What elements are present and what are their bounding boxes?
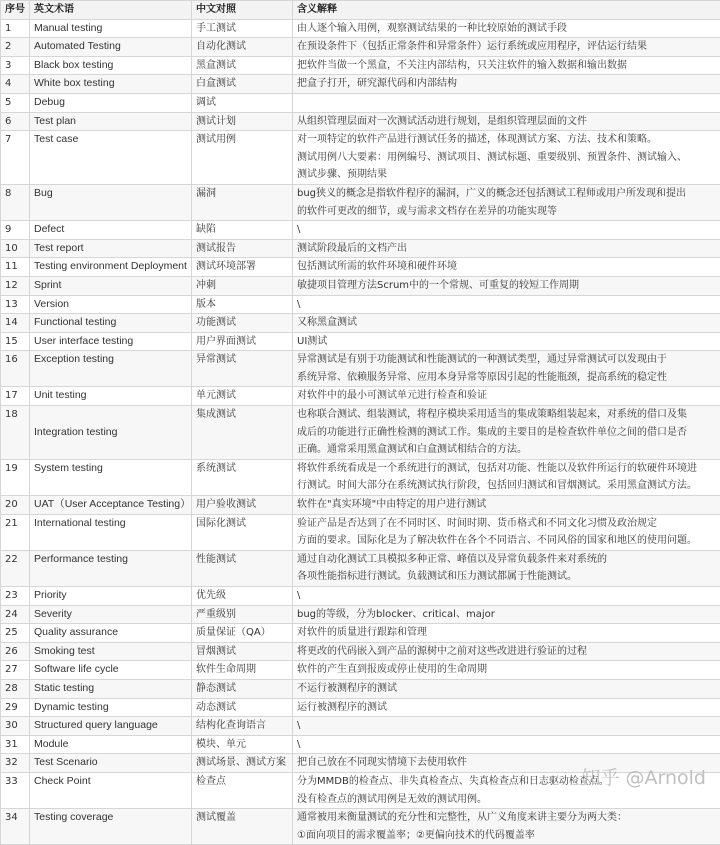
row-number: 24: [1, 605, 30, 624]
table-row: [1, 221, 720, 240]
row-number: 18: [1, 406, 30, 460]
english-term: Module: [30, 735, 192, 754]
table-row: [1, 661, 720, 680]
meaning-cell: [293, 809, 720, 845]
table-row: [1, 459, 720, 495]
meaning-line: 通过自动化测试工具模拟多种正常、峰值以及异常负载条件来对系统的: [297, 551, 716, 569]
row-number: 12: [1, 276, 30, 295]
row-number: 23: [1, 587, 30, 606]
row-number: 22: [1, 550, 30, 586]
chinese-term: 集成测试: [192, 406, 293, 460]
meaning-line: [297, 94, 716, 112]
row-number: 19: [1, 459, 30, 495]
meaning-cell: [293, 75, 720, 94]
row-number: 2: [1, 38, 30, 57]
chinese-term: 自动化测试: [192, 38, 293, 57]
english-term: White box testing: [30, 75, 192, 94]
table-row: [1, 332, 720, 351]
meaning-line: 对一项特定的软件产品进行测试任务的描述，体现测试方案、方法、技术和策略。: [297, 131, 716, 149]
meaning-cell: [293, 496, 720, 515]
meaning-line: 包括测试所需的软件环境和硬件环境: [297, 258, 716, 276]
table-row: [1, 735, 720, 754]
meaning-line: \: [297, 587, 716, 605]
meaning-line: 又称黑盒测试: [297, 314, 716, 332]
table-row: [1, 295, 720, 314]
row-number: 4: [1, 75, 30, 94]
meaning-cell: [293, 587, 720, 606]
meaning-line: 测试步骤、预期结果: [297, 166, 716, 184]
row-number: 32: [1, 754, 30, 773]
meaning-line: 没有检查点的测试用例是无效的测试用例。: [297, 791, 716, 809]
table-row: [1, 514, 720, 550]
chinese-term: 白盒测试: [192, 75, 293, 94]
meaning-cell: [293, 258, 720, 277]
table-row: [1, 679, 720, 698]
header-english-term: 英文术语: [30, 1, 192, 20]
english-term: Unit testing: [30, 387, 192, 406]
meaning-cell: [293, 314, 720, 333]
table-row: [1, 809, 720, 845]
meaning-line: 正确。通常采用黑盒测试和白盒测试相结合的方法。: [297, 441, 716, 459]
english-term: Static testing: [30, 679, 192, 698]
meaning-line: 软件的产生直到报废或停止使用的生命周期: [297, 661, 716, 679]
meaning-line: ①面向项目的需求覆盖率；②更偏向技术的代码覆盖率: [297, 827, 716, 845]
meaning-line: 运行被测程序的测试: [297, 699, 716, 717]
meaning-line: 行测试。时间大部分在系统测试执行阶段，包括回归测试和冒烟测试。采用黑盒测试方法。: [297, 477, 716, 495]
meaning-line: 从组织管理层面对一次测试活动进行规划，是组织管理层面的文件: [297, 113, 716, 131]
meaning-line: 测试用例八大要素：用例编号、测试项目、测试标题、重要级别、预置条件、测试输入、: [297, 149, 716, 167]
meaning-cell: [293, 332, 720, 351]
english-term: Dynamic testing: [30, 698, 192, 717]
header-number: 序号: [1, 1, 30, 20]
row-number: 26: [1, 642, 30, 661]
chinese-term: 测试场景、测试方案: [192, 754, 293, 773]
meaning-cell: [293, 459, 720, 495]
row-number: 28: [1, 679, 30, 698]
table-row: [1, 387, 720, 406]
chinese-term: 缺陷: [192, 221, 293, 240]
chinese-term: 功能测试: [192, 314, 293, 333]
meaning-cell: [293, 131, 720, 185]
table-row: [1, 56, 720, 75]
english-term: Test report: [30, 239, 192, 258]
table-row: [1, 772, 720, 808]
meaning-line: 不运行被测程序的测试: [297, 680, 716, 698]
row-number: 6: [1, 112, 30, 131]
meaning-line: 软件在"真实环境"中由特定的用户进行测试: [297, 496, 716, 514]
english-term: Check Point: [30, 772, 192, 808]
chinese-term: 测试报告: [192, 239, 293, 258]
row-number: 30: [1, 717, 30, 736]
english-term: Integration testing: [30, 406, 192, 460]
english-term: Test Scenario: [30, 754, 192, 773]
meaning-cell: [293, 112, 720, 131]
meaning-line: 对软件中的最小可测试单元进行检查和验证: [297, 387, 716, 405]
english-term: Priority: [30, 587, 192, 606]
meaning-line: 测试阶段最后的文档产出: [297, 240, 716, 258]
meaning-line: 成后的功能进行正确性检测的测试工作。集成的主要目的是检查软件单位之间的借口是否: [297, 424, 716, 442]
chinese-term: 检查点: [192, 772, 293, 808]
row-number: 1: [1, 19, 30, 38]
meaning-line: 将软件系统看成是一个系统进行的测试，包括对功能、性能以及软件所运行的软硬件环境进: [297, 460, 716, 478]
row-number: 7: [1, 131, 30, 185]
row-number: 31: [1, 735, 30, 754]
table-body: [1, 19, 720, 845]
table-row: [1, 276, 720, 295]
table-row: [1, 131, 720, 185]
meaning-cell: [293, 754, 720, 773]
meaning-cell: [293, 184, 720, 220]
chinese-term: 冒烟测试: [192, 642, 293, 661]
chinese-term: 测试环境部署: [192, 258, 293, 277]
meaning-cell: [293, 514, 720, 550]
meaning-line: \: [297, 717, 716, 735]
meaning-cell: [293, 295, 720, 314]
meaning-cell: [293, 19, 720, 38]
meaning-cell: [293, 661, 720, 680]
table-row: [1, 38, 720, 57]
meaning-line: bug狭义的概念是指软件程序的漏洞，广义的概念还包括测试工程师或用户所发现和提出: [297, 185, 716, 203]
meaning-line: 各项性能指标进行测试。负载测试和压力测试都属于性能测试。: [297, 568, 716, 586]
table-row: [1, 406, 720, 460]
row-number: 21: [1, 514, 30, 550]
meaning-line: \: [297, 221, 716, 239]
chinese-term: 测试覆盖: [192, 809, 293, 845]
chinese-term: 模块、单元: [192, 735, 293, 754]
table-row: [1, 624, 720, 643]
chinese-term: 手工测试: [192, 19, 293, 38]
row-number: 27: [1, 661, 30, 680]
chinese-term: 动态测试: [192, 698, 293, 717]
table-row: [1, 587, 720, 606]
chinese-term: 异常测试: [192, 351, 293, 387]
english-term: Functional testing: [30, 314, 192, 333]
chinese-term: 单元测试: [192, 387, 293, 406]
chinese-term: 结构化查询语言: [192, 717, 293, 736]
meaning-cell: [293, 56, 720, 75]
meaning-cell: [293, 698, 720, 717]
chinese-term: 静态测试: [192, 679, 293, 698]
chinese-term: 质量保证（QA）: [192, 624, 293, 643]
meaning-cell: [293, 387, 720, 406]
row-number: 17: [1, 387, 30, 406]
meaning-line: 把自己放在不同现实情境下去使用软件: [297, 754, 716, 772]
row-number: 33: [1, 772, 30, 808]
meaning-cell: [293, 717, 720, 736]
table-row: [1, 642, 720, 661]
meaning-line: 分为MMDB的检查点、非失真检查点、失真检查点和日志驱动检查点。: [297, 773, 716, 791]
english-term: Quality assurance: [30, 624, 192, 643]
row-number: 3: [1, 56, 30, 75]
english-term: Testing environment Deployment: [30, 258, 192, 277]
chinese-term: 性能测试: [192, 550, 293, 586]
chinese-term: 国际化测试: [192, 514, 293, 550]
meaning-cell: [293, 605, 720, 624]
meaning-line: 将更改的代码嵌入到产品的源树中之前对这些改进进行验证的过程: [297, 643, 716, 661]
english-term: System testing: [30, 459, 192, 495]
chinese-term: 优先级: [192, 587, 293, 606]
english-term: International testing: [30, 514, 192, 550]
meaning-line: UI测试: [297, 333, 716, 351]
chinese-term: 严重级别: [192, 605, 293, 624]
table-row: [1, 184, 720, 220]
meaning-line: 异常测试是有别于功能测试和性能测试的一种测试类型，通过异常测试可以发现由于: [297, 351, 716, 369]
row-number: 29: [1, 698, 30, 717]
table-row: [1, 496, 720, 515]
english-term: Performance testing: [30, 550, 192, 586]
chinese-term: 黑盒测试: [192, 56, 293, 75]
row-number: 5: [1, 93, 30, 112]
watermark: 知乎 @Arnold: [581, 763, 706, 790]
row-number: 20: [1, 496, 30, 515]
table-header-row: [1, 1, 720, 20]
english-term: Bug: [30, 184, 192, 220]
english-term: Debug: [30, 93, 192, 112]
table-row: [1, 717, 720, 736]
row-number: 8: [1, 184, 30, 220]
row-number: 9: [1, 221, 30, 240]
english-term: Severity: [30, 605, 192, 624]
meaning-line: 对软件的质量进行跟踪和管理: [297, 624, 716, 642]
table-row: [1, 351, 720, 387]
table-row: [1, 550, 720, 586]
meaning-cell: [293, 679, 720, 698]
english-term: Exception testing: [30, 351, 192, 387]
english-term: Defect: [30, 221, 192, 240]
meaning-cell: [293, 772, 720, 808]
english-term: Test case: [30, 131, 192, 185]
chinese-term: 冲刺: [192, 276, 293, 295]
english-term: Sprint: [30, 276, 192, 295]
meaning-cell: [293, 38, 720, 57]
english-term: Structured query language: [30, 717, 192, 736]
table-row: [1, 75, 720, 94]
chinese-term: 测试用例: [192, 131, 293, 185]
row-number: 25: [1, 624, 30, 643]
english-term: Test plan: [30, 112, 192, 131]
row-number: 11: [1, 258, 30, 277]
meaning-cell: [293, 351, 720, 387]
meaning-line: 系统异常、依赖服务异常、应用本身异常等原因引起的性能瓶颈，提高系统的稳定性: [297, 369, 716, 387]
header-meaning: 含义解释: [293, 1, 720, 20]
row-number: 34: [1, 809, 30, 845]
english-term: Software life cycle: [30, 661, 192, 680]
meaning-cell: [293, 624, 720, 643]
meaning-line: 也称联合测试、组装测试，将程序模块采用适当的集成策略组装起来，对系统的借口及集: [297, 406, 716, 424]
english-term: Testing coverage: [30, 809, 192, 845]
english-term: Manual testing: [30, 19, 192, 38]
meaning-cell: [293, 550, 720, 586]
meaning-line: 通常被用来衡量测试的充分性和完整性，从广义角度来讲主要分为两大类：: [297, 809, 716, 827]
meaning-line: 验证产品是否达到了在不同时区、时间时期、货币格式和不同文化习惯及政治规定: [297, 515, 716, 533]
chinese-term: 用户界面测试: [192, 332, 293, 351]
table-row: [1, 605, 720, 624]
meaning-cell: [293, 221, 720, 240]
meaning-cell: [293, 642, 720, 661]
table-row: [1, 239, 720, 258]
meaning-line: 把盒子打开，研究源代码和内部结构: [297, 75, 716, 93]
header-chinese-term: 中文对照: [192, 1, 293, 20]
row-number: 14: [1, 314, 30, 333]
table-row: [1, 314, 720, 333]
table-row: [1, 19, 720, 38]
table-row: [1, 93, 720, 112]
table-row: [1, 258, 720, 277]
english-term: Version: [30, 295, 192, 314]
chinese-term: 系统测试: [192, 459, 293, 495]
english-term: Black box testing: [30, 56, 192, 75]
meaning-cell: [293, 406, 720, 460]
english-term: User interface testing: [30, 332, 192, 351]
meaning-line: 的软件可更改的细节，或与需求文档存在差异的功能实现等: [297, 203, 716, 221]
meaning-line: 方面的要求。国际化是为了解决软件在各个不同语言、不同风俗的国家和地区的使用问题。: [297, 532, 716, 550]
meaning-cell: [293, 276, 720, 295]
chinese-term: 用户验收测试: [192, 496, 293, 515]
meaning-cell: [293, 239, 720, 258]
chinese-term: 调试: [192, 93, 293, 112]
row-number: 10: [1, 239, 30, 258]
english-term: Automated Testing: [30, 38, 192, 57]
table-row: [1, 698, 720, 717]
meaning-line: 敏捷项目管理方法Scrum中的一个常规、可重复的较短工作周期: [297, 277, 716, 295]
meaning-line: 由人逐个输入用例，观察测试结果的一种比较原始的测试手段: [297, 20, 716, 38]
meaning-cell: [293, 93, 720, 112]
english-term: Smoking test: [30, 642, 192, 661]
meaning-line: 在预设条件下（包括正常条件和异常条件）运行系统或应用程序，评估运行结果: [297, 38, 716, 56]
chinese-term: 版本: [192, 295, 293, 314]
table-row: [1, 754, 720, 773]
english-term: UAT（User Acceptance Testing）: [30, 496, 192, 515]
meaning-cell: [293, 735, 720, 754]
chinese-term: 漏洞: [192, 184, 293, 220]
meaning-line: \: [297, 296, 716, 314]
meaning-line: 把软件当做一个黑盒，不关注内部结构，只关注软件的输入数据和输出数据: [297, 57, 716, 75]
chinese-term: 测试计划: [192, 112, 293, 131]
row-number: 16: [1, 351, 30, 387]
row-number: 13: [1, 295, 30, 314]
meaning-line: \: [297, 736, 716, 754]
chinese-term: 软件生命周期: [192, 661, 293, 680]
row-number: 15: [1, 332, 30, 351]
meaning-line: bug的等级，分为blocker、critical、major: [297, 606, 716, 624]
table-row: [1, 112, 720, 131]
